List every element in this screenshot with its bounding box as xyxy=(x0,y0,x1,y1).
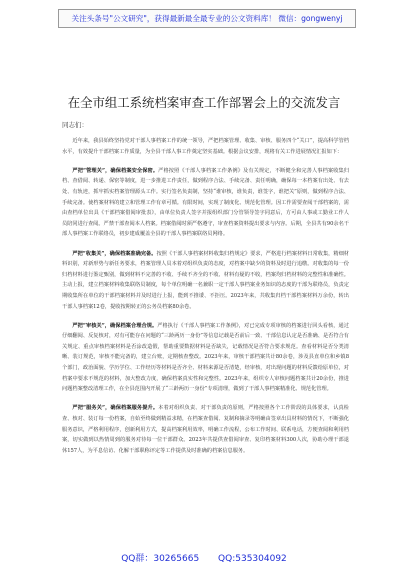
paragraph-lead: 严把“管理关”，确保档案安全保密。 xyxy=(72,167,159,174)
paragraph-text: 严格执行《干部人事档案工作条例》，对已完成专项审核的档案进行回头看核，通过仔细翻阅、反复核对，对有可能存在问题的“三龄两历一身份”等信息记载是否前后一致、干部信息认定是否准确、是否符合有关规定、重点审核档案材料是否涂改造假，帮助重要数据材料是否缺失，记载情况是否符合要求规范。查看材料是否分类清晰、装订规范，审核不能完备的，建立台账，定期核查整改。2023年来，审核干部档案共计80余卷，涉及县直单位和乡镇8个部门，政治面貌、学历学位、工作经历等材料是否齐全、材料来源是否清楚，经审核，对出现问题的材料反馈给原单位，对档案中要求不规范的材料，加大整改力度，确保档案真实性和完整性。2023年来，组织专人审核问题档案共计20余份，推进问题档案整改清理工作，在全县范围内开展了“三龄两历一身份”专项清理，做到了干部人事档案精准化、规范化管理。 xyxy=(62,322,350,393)
footer-qq: QQ:535304092 xyxy=(218,554,287,564)
paragraph-lead: 严把“服务关”，确保档案服务提升。 xyxy=(72,405,159,412)
body-paragraph-review xyxy=(62,321,349,395)
document-salutation: 同志们： xyxy=(62,121,88,129)
paragraph-lead: 严把“收集关”，确保档案准确完备。 xyxy=(72,250,157,257)
paragraph-text: 近年来，我县始终坚持党对干部人事档案工作的统一领导，严把档案管理、收集、审核、服务四个“关口”，提高科学管档水平，有效提升干部档案工作质量，为全县干部人事工作奠定坚实基础。根据会议安排，现将有关工作进展情况汇报如下： xyxy=(62,138,349,155)
header-promo-banner[interactable]: 关注头条号"公文研究"，获得最新最全最专业的公文资料库！ 微信：gongwenyj xyxy=(58,9,356,28)
paragraph-text: 按照《干部人事档案材料收集归档规定》要求，严格进行档案材料日常收集，精细材料识别，对新形势与新任务要求，档案管理人员本着对组织负责的态度，对档案中缺少的资料及时进行追缴。对收集的每一份归档材料进行鉴定甄别，做到材料不完善的不收、手续不齐全的不收、材料有疑的不收，档案均归档材料的完整性和准确性。主动上报，建立档案材料收集联络员制度，每个单位明确一名兼职一定干部人事档案业务知识的态度的干部为联络员，负责定期收集所在单位的干部档案材料并及时进行上报，能到不推诿、不拒压。2023年来，共收集归档干部档案材料万余份，转出干部人事档案12卷，提收按期转正的公务员档案80余卷。 xyxy=(62,250,349,310)
body-paragraph-intro xyxy=(62,136,349,157)
footer-contact xyxy=(0,551,408,564)
document-body xyxy=(62,136,349,465)
paragraph-text: 严格按照《干部人事档案工作条例》及有关规定，不断健全和完善人事档案收集归档、查借阅、转递、保密等制度，进一步推进工作责任，做到程序合法、手续完备、责任明确，确保每一本档案有出处、有去处、有轨迹，抓牢抓实档案管理源头工作。实行签名负责制，坚持“谁审核，谁负责，谁签字，谁把关”原则，做到程序合法、手续完备。使档案材料的建立和管理工作有章可循。有限时间，实现了制度化、规范化管理。因工作需要查阅干部档案的，需由查档单位出具《干部档案借阅审批表》，由单位负责人签字并报组织部门分管领导签字同意后，方可由人事或工勤业工作人员陪同进行查阅。严禁干部查阅本人档案。档案借阅时须严格遵守，审查档案资料提出要求与内容。后期，全县共有90余名干部人事档案工作联络员，初步建成覆盖全县的干部人事档案联络员网络。 xyxy=(62,167,349,238)
paragraph-text: 本着对组织负责、对干部负责的原则，严格按照各个工作阶段的具体要求，认真检查、核对、装订每一份档案，自始至终做到精益求精，在档案查借阅、复制和摘录等明确由签章出具材料的情况下，不断强化服务意识，严格利用程序，创新利用方式，提高档案利用效率，明确工作流程，公布工作时间、联系电话，方便查阅和利用档案，切实做到以热情周到的服务对待每一位干部群众。2023年共提供查借阅审查、复印档案材料300人次，协助办理干部退休157人，为平息信访、化解干部职称评定等工作提供及时准确的档案信息服务。 xyxy=(62,405,349,454)
body-paragraph-service xyxy=(62,403,349,456)
paragraph-lead: 严把“审核关”，确保档案合理合规。 xyxy=(72,322,158,329)
footer-qq-group: QQ群：30265665 xyxy=(121,554,200,564)
body-paragraph-collection xyxy=(62,249,349,313)
body-paragraph-management xyxy=(62,166,349,240)
document-title: 在全市组工系统档案审查工作部署会上的交流发言 xyxy=(67,95,341,110)
